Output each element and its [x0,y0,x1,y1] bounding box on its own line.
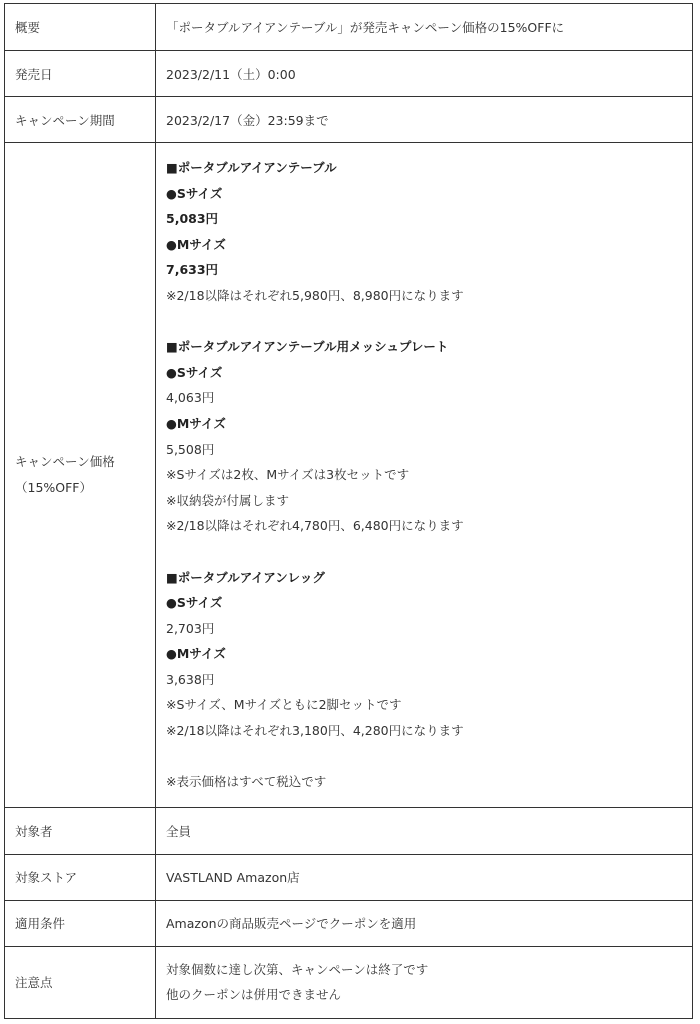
mesh-note3: ※2/18以降はそれぞれ4,780円、6,480円になります [166,518,464,534]
leg-s-price: 2,703円 [166,620,215,636]
campaign-price-label [5,143,156,808]
release-date-label: 発売日 [5,51,156,97]
target-value: 全員 [156,807,693,854]
conditions-value: Amazonの商品販売ページでクーポンを適用 [156,900,693,946]
mesh-m-price: 5,508円 [166,441,215,457]
table-row-target [5,807,693,854]
table-row-campaign-period [5,97,693,143]
campaign-info-table [4,3,693,1019]
table-s-price: 5,083円 [166,211,219,227]
notes-value [156,946,693,1018]
table-m-price: 7,633円 [166,262,219,278]
mesh-note1: ※Sサイズは2枚、Mサイズは3枚セットです [166,467,410,483]
mesh-s-price: 4,063円 [166,390,215,406]
leg-note1: ※Sサイズ、Mサイズともに2脚セットです [166,697,402,713]
mesh-s-size: ●Sサイズ [166,364,223,380]
campaign-period-label: キャンペーン期間 [5,97,156,143]
table-m-size: ●Mサイズ [166,236,226,252]
campaign-price-label-line2: （15%OFF） [15,479,93,495]
table-note: ※2/18以降はそれぞれ5,980円、8,980円になります [166,287,464,303]
tax-note: ※表示価格はすべて税込です [166,774,327,790]
table-row-campaign-price [5,143,693,808]
table-row-store [5,854,693,900]
table-row-conditions [5,900,693,946]
table-row-overview [5,4,693,51]
notes-line2: 他のクーポンは併用できません [166,987,342,1003]
leg-m-size: ●Mサイズ [166,646,226,662]
spacer [166,539,682,565]
conditions-label: 適用条件 [5,900,156,946]
overview-label: 概要 [5,4,156,51]
mesh-m-size: ●Mサイズ [166,415,226,431]
table-row-release-date [5,51,693,97]
store-value: VASTLAND Amazon店 [156,854,693,900]
spacer [166,309,682,335]
mesh-note2: ※収納袋が付属します [166,492,289,508]
table-heading: ■ポータブルアイアンテーブル [166,160,337,175]
leg-heading: ■ポータブルアイアンレッグ [166,569,325,585]
store-label: 対象ストア [5,854,156,900]
notes-line1: 対象個数に達し次第、キャンペーンは終了です [166,961,429,977]
leg-m-price: 3,638円 [166,671,215,687]
overview-value: 「ポータブルアイアンテーブル」が発売キャンペーン価格の15%OFFに [156,4,693,51]
spacer [166,744,682,770]
campaign-price-value [156,143,693,808]
leg-note2: ※2/18以降はそれぞれ3,180円、4,280円になります [166,723,464,739]
campaign-period-value: 2023/2/17（金）23:59まで [156,97,693,143]
leg-s-size: ●Sサイズ [166,595,223,611]
notes-label: 注意点 [5,946,156,1018]
target-label: 対象者 [5,807,156,854]
release-date-value: 2023/2/11（土）0:00 [156,51,693,97]
table-s-size: ●Sサイズ [166,185,223,201]
table-row-notes [5,946,693,1018]
campaign-price-label-line1: キャンペーン価格 [15,454,115,470]
mesh-heading: ■ポータブルアイアンテーブル用メッシュプレート [166,339,449,355]
